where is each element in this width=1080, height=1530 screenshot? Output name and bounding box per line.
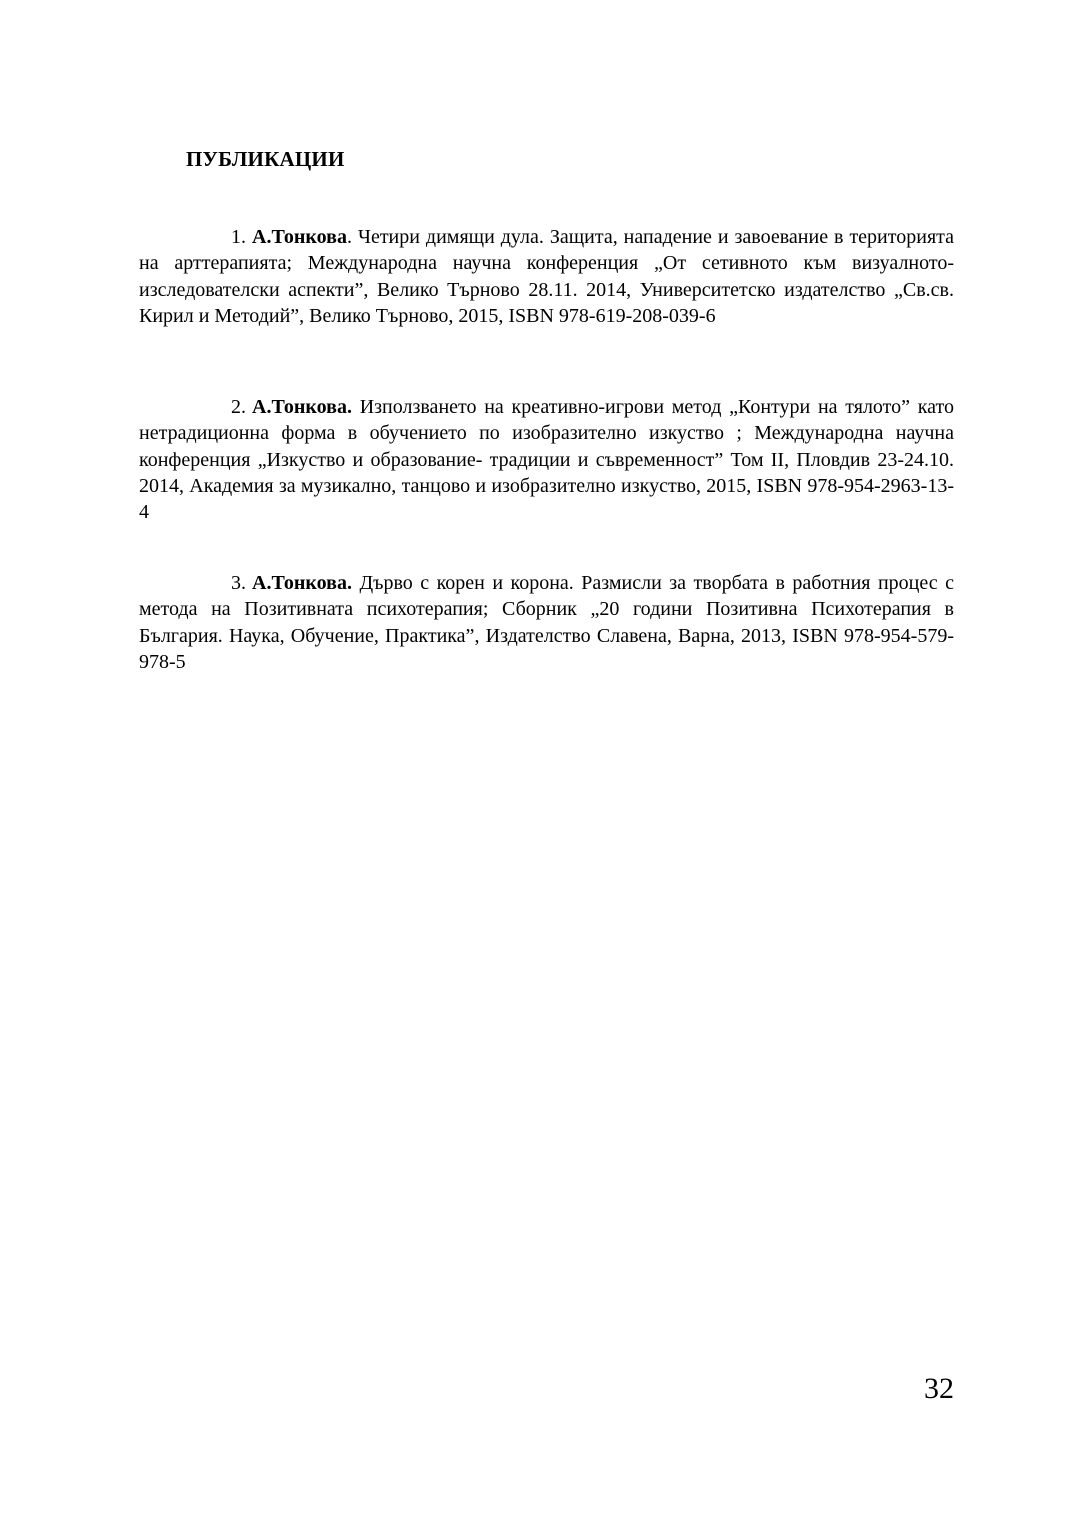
publication-author: А.Тонкова.	[252, 572, 352, 594]
publication-author: А.Тонкова	[252, 226, 347, 248]
publication-number: 1.	[231, 226, 246, 248]
section-heading: ПУБЛИКАЦИИ	[186, 147, 345, 171]
publication-text: . Четири димящи дула. Защита, нападение и завоевание в територията на арттерапията; Международна научна конференция „От сетивното към визуалното- изследователски аспекти”, Велико Търново 28.11. 2014, Университетско издателство „Св.св. Кирил и Методий”, Велико Търново, 2015, ISBN 978-619-208-039-6	[139, 226, 954, 327]
publication-item	[139, 570, 954, 675]
publication-item	[139, 394, 954, 525]
publication-author: А.Тонкова.	[252, 396, 352, 418]
publication-text: Дърво с корен и корона. Размисли за творбата в работния процес с метода на Позитивната психотерапия; Сборник „20 години Позитивна Психотерапия в България. Наука, Обучение, Практика”, Издателство Славена, Варна, 2013, ISBN 978-954-579-978-5	[139, 572, 954, 673]
publication-number: 2.	[231, 396, 246, 418]
page-number: 32	[924, 1372, 954, 1405]
publication-number: 3.	[231, 572, 246, 594]
publication-text: Използването на креативно-игрови метод „Контури на тялото” като нетрадиционна форма в обучението по изобразително изкуство ; Международна научна конференция „Изкуство и образование- традиции и съвременност” Том II, Пловдив 23-24.10. 2014, Академия за музикално, танцово и изобразително изкуство, 2015, ISBN 978-954-2963-13-4	[139, 396, 954, 524]
publication-item	[139, 224, 954, 329]
